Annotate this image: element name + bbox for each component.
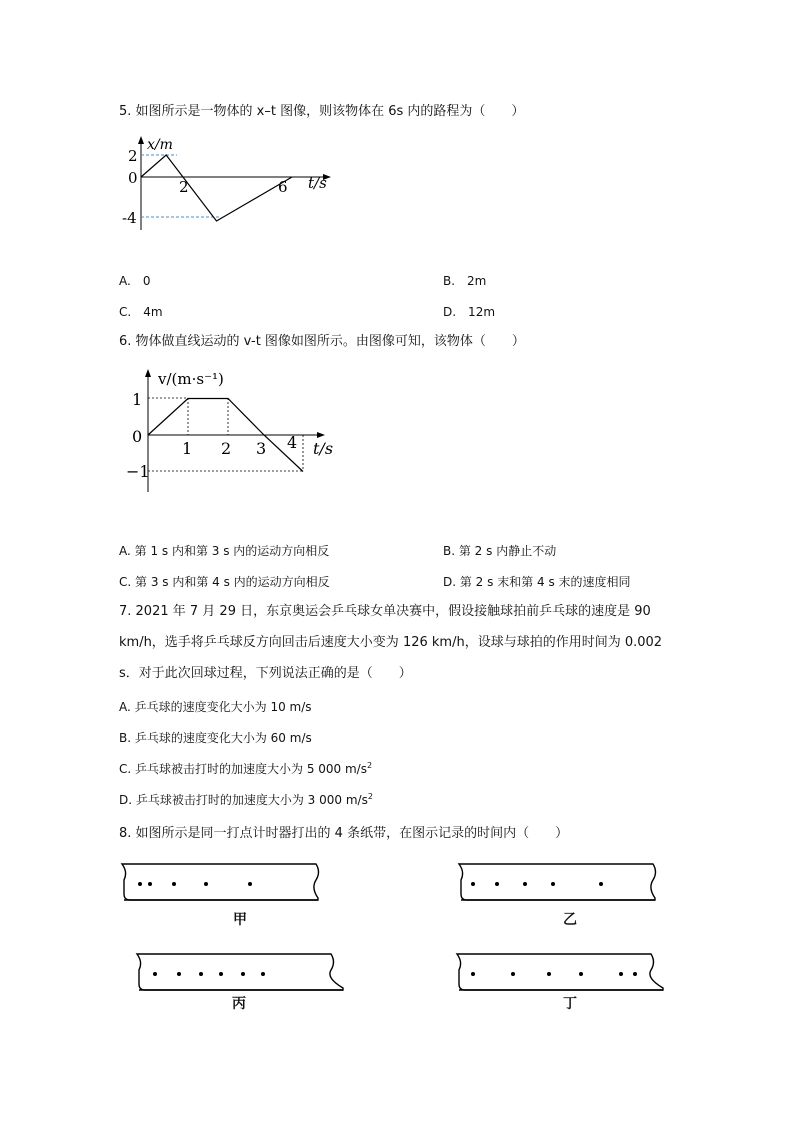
q7-option-c-text: C. 乒乓球被击打时的加速度大小为 5 000 m/s — [119, 762, 367, 776]
q7-option-c-sup: 2 — [366, 761, 373, 770]
q5-ytick-neg4: -4 — [122, 209, 137, 227]
q5-data-line — [141, 155, 292, 221]
tape-yi-label: 乙 — [563, 912, 577, 928]
q5-y-label: x/m — [147, 137, 173, 153]
q5-ytick-0: 0 — [128, 169, 138, 187]
q7-stem-line2: km/h，选手将乒乓球反方向回击后速度大小变为 126 km/h，设球与球拍的作用时间为 0.002 — [119, 635, 663, 650]
q5-xtick-2: 2 — [179, 178, 189, 196]
q5-xtick-6: 6 — [278, 178, 288, 196]
tape-dot — [148, 882, 152, 886]
tape-dot — [633, 972, 637, 976]
q7-option-c[interactable] — [119, 760, 372, 777]
tape-dot — [138, 882, 142, 886]
tape-dot — [579, 972, 583, 976]
q7-option-b[interactable]: B. 乒乓球的速度变化大小为 60 m/s — [119, 731, 312, 745]
q5-y-arrow — [138, 136, 144, 144]
q5-option-c[interactable]: C. 4m — [119, 305, 163, 319]
tape-dot — [619, 972, 623, 976]
q6-option-b[interactable]: B. 第 2 s 内静止不动 — [443, 544, 557, 558]
q6-y-label: v/(m·s⁻¹) — [158, 370, 224, 388]
tape-dot — [241, 972, 245, 976]
q5-option-d[interactable]: D. 12m — [443, 305, 496, 319]
q6-option-c[interactable]: C. 第 3 s 内和第 4 s 内的运动方向相反 — [119, 575, 330, 589]
q6-xtick-4: 4 — [287, 433, 298, 452]
q6-vt-graph — [128, 362, 348, 497]
q5-option-b[interactable]: B. 2m — [443, 274, 487, 288]
tape-jia-label: 甲 — [233, 912, 247, 928]
q6-ytick-0: 0 — [132, 427, 143, 446]
q5-option-a[interactable]: A. 0 — [119, 274, 151, 288]
tape-dot — [219, 972, 223, 976]
q6-xtick-1: 1 — [182, 439, 193, 458]
tape-bing — [133, 950, 358, 995]
q7-stem-line1: 7. 2021 年 7 月 29 日，东京奥运会乒乓球女单决赛中，假设接触球拍前乒乓球的速度是 90 — [119, 604, 651, 619]
q6-ytick-neg1: −1 — [126, 462, 150, 481]
q6-y-arrow — [145, 369, 151, 377]
tape-dot — [523, 882, 527, 886]
tape-dot — [204, 882, 208, 886]
q6-x-label: t/s — [313, 439, 334, 458]
tape-dot — [261, 972, 265, 976]
tape-dot — [172, 882, 176, 886]
q6-xtick-2: 2 — [221, 439, 232, 458]
q8-stem: 8. 如图所示是同一打点计时器打出的 4 条纸带，在图示记录的时间内（ ） — [119, 826, 569, 841]
tape-dot — [547, 972, 551, 976]
tape-dot — [153, 972, 157, 976]
q6-option-a[interactable]: A. 第 1 s 内和第 3 s 内的运动方向相反 — [119, 544, 330, 558]
q6-ytick-1: 1 — [132, 390, 143, 409]
q7-option-d-sup: 2 — [367, 792, 373, 801]
q5-xt-graph — [120, 130, 340, 240]
tape-dot — [511, 972, 515, 976]
q7-option-d-text: D. 乒乓球被击打时的加速度大小为 3 000 m/s — [119, 793, 368, 807]
q7-stem-line3: s．对于此次回球过程，下列说法正确的是（ ） — [119, 666, 412, 681]
tape-jia — [118, 860, 333, 905]
q6-xtick-3: 3 — [256, 439, 267, 458]
tape-yi — [455, 860, 670, 905]
q5-stem: 5. 如图所示是一物体的 x–t 图像，则该物体在 6s 内的路程为（ ） — [119, 104, 525, 119]
q6-stem: 6. 物体做直线运动的 v-t 图像如图所示。由图像可知，该物体（ ） — [119, 334, 525, 349]
q5-ytick-2: 2 — [128, 147, 138, 165]
tape-dot — [599, 882, 603, 886]
tape-ding-label: 丁 — [563, 996, 577, 1012]
q6-option-d[interactable]: D. 第 2 s 末和第 4 s 末的速度相同 — [443, 575, 631, 589]
tape-dot — [471, 972, 475, 976]
q6-x-arrow — [317, 432, 325, 438]
tape-dot — [248, 882, 252, 886]
tape-dot — [199, 972, 203, 976]
tape-dot — [471, 882, 475, 886]
tape-bing-label: 丙 — [232, 996, 246, 1012]
tape-dot — [177, 972, 181, 976]
q7-option-d[interactable] — [119, 791, 373, 808]
tape-dot — [495, 882, 499, 886]
tape-dot — [551, 882, 555, 886]
q5-x-label: t/s — [308, 174, 327, 192]
tape-ding — [453, 950, 678, 995]
q7-option-a[interactable]: A. 乒乓球的速度变化大小为 10 m/s — [119, 700, 312, 714]
